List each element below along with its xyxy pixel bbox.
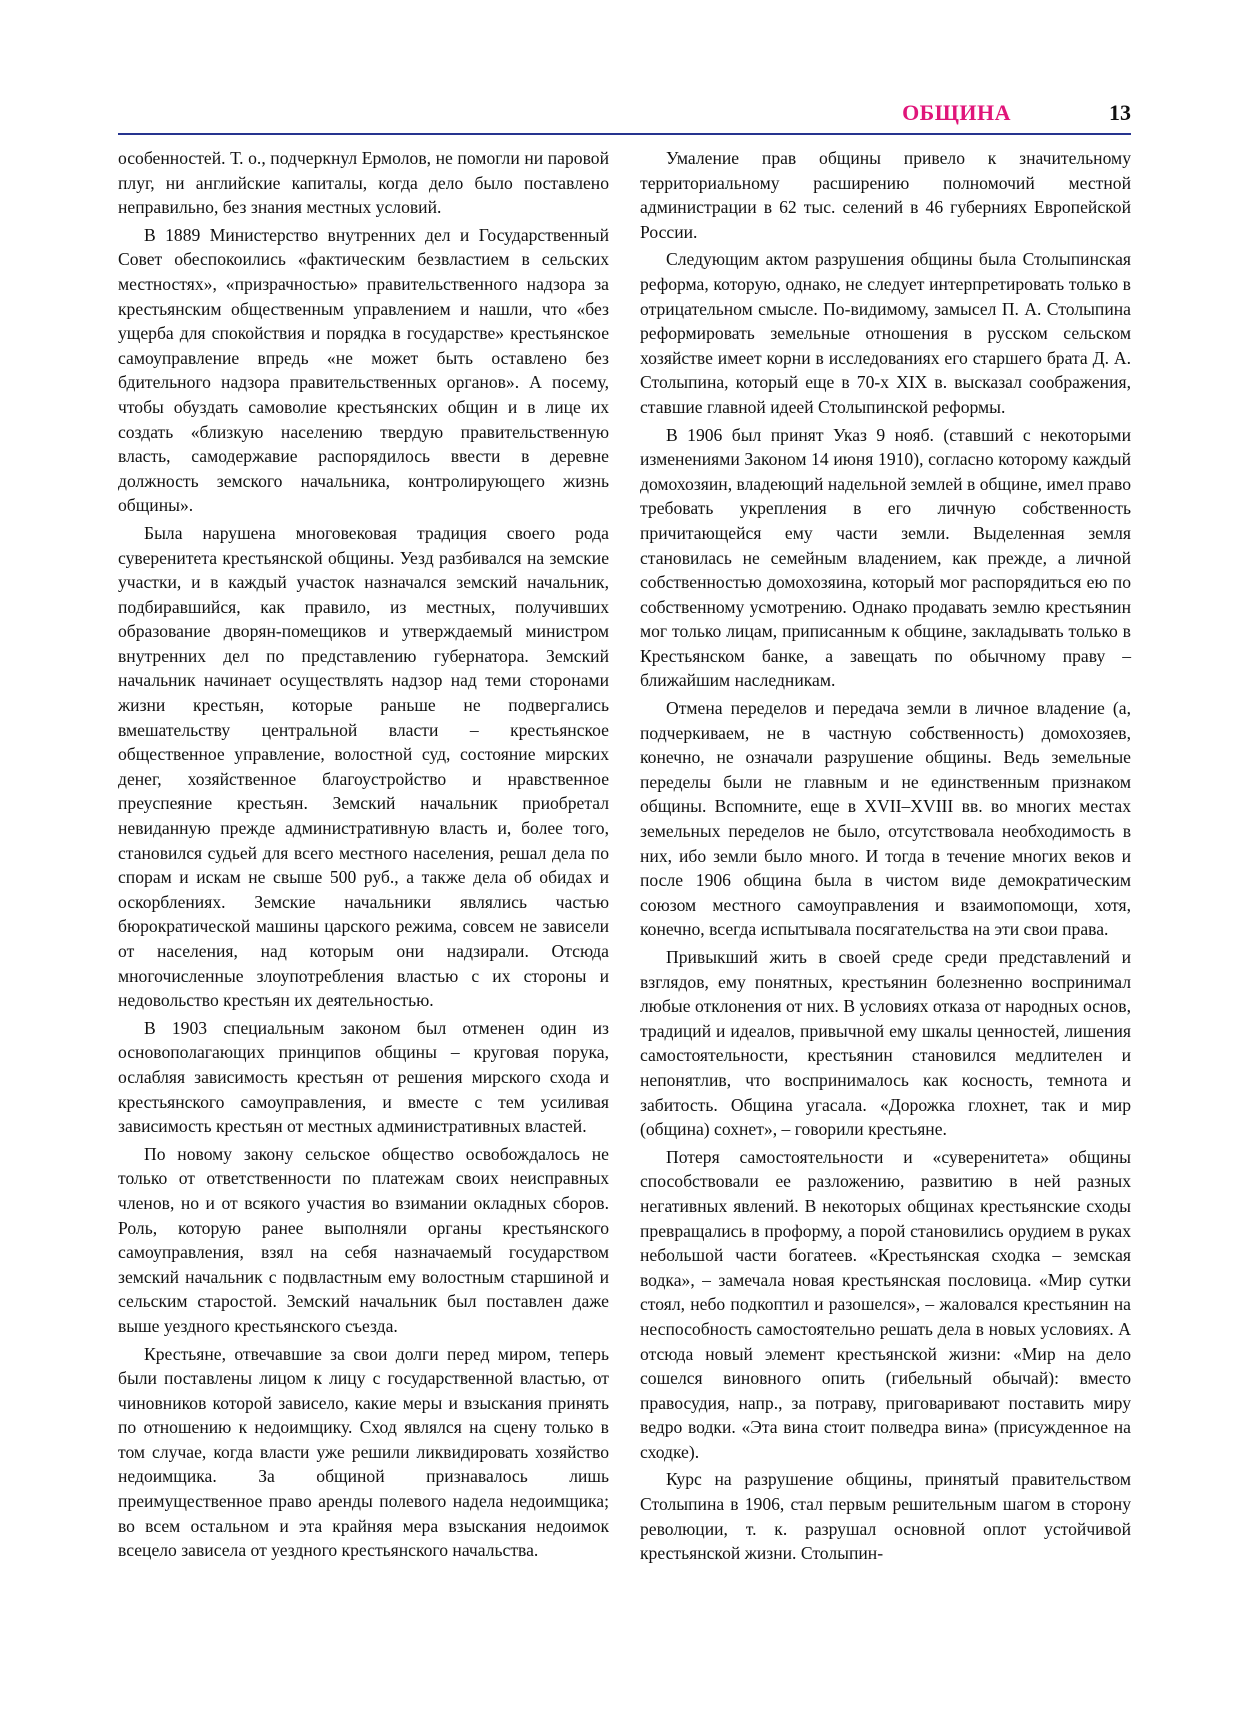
header-rule bbox=[118, 133, 1131, 135]
paragraph: По новому закону сельское общество освобождалось не только от ответственности по платежам своих неисправных членов, но и от всякого участия во взимании окладных сборов. Роль, которую ранее выполняли органы крестьянского самоуправления, взял на себя назначаемый государством земский начальник с подвластным ему волостным старшиной и сельским старостой. Земский начальник был поставлен даже выше уездного крестьянского съезда. bbox=[118, 1143, 609, 1336]
page-number: 13 bbox=[1109, 100, 1131, 125]
paragraph: В 1889 Министерство внутренних дел и Государственный Совет обеспокоились «фактическим безвластием в сельских местностях», «призрачностью» правительственного надзора за крестьянским общественным управлением и нашли, что «без ущерба для спокойствия и порядка в государстве» крестьянское самоуправление впредь «не может быть оставлено без бдительного надзора правительственных органов». А посему, чтобы обуздать самоволие крестьянских общин и в лице их создать «близкую населению твердую правительственную власть, самодержавие распорядилось ввести в деревне должность земского начальника, контролирующего жизнь общины». bbox=[118, 224, 609, 516]
paragraph: Курс на разрушение общины, принятый правительством Столыпина в 1906, стал первым решительным шагом в сторону революции, т. к. разрушал основной оплот устойчивой крестьянской жизни. Столыпин- bbox=[640, 1469, 1131, 1564]
right-column bbox=[640, 146, 1131, 1569]
paragraph: В 1906 был принят Указ 9 нояб. (ставший с некоторыми изменениями Законом 14 июня 1910), согласно которому каждый домохозяин, владеющий надельной землей в общине, имел право требовать укрепления в его личную собственность причитающейся ему части земли. Выделенная земля становилась не семейным владением, как прежде, а личной собственностью домохозяина, который мог распорядиться ею по собственному усмотрению. Однако продавать землю крестьянин мог только лицам, приписанным к общине, закладывать только в Крестьянском банке, а завещать по обычному праву – ближайшим наследникам. bbox=[640, 424, 1131, 691]
running-head: ОБЩИНА bbox=[902, 100, 1011, 125]
paragraph: особенностей. Т. о., подчеркнул Ермолов, не помогли ни паровой плуг, ни английские капиталы, когда дело было поставлено неправильно, без знания местных условий. bbox=[118, 148, 609, 218]
paragraph: Умаление прав общины привело к значительному территориальному расширению полномочий местной администрации в 62 тыс. селений в 46 губерниях Европейской России. bbox=[640, 148, 1131, 242]
paragraph: Крестьяне, отвечавшие за свои долги перед миром, теперь были поставлены лицом к лицу с государственной властью, от чиновников которой зависело, какие меры и взыскания принять по отношению к недоимщику. Сход являлся на сцену только в том случае, когда власти уже решили ликвидировать хозяйство недоимщика. За общиной признавалось лишь преимущественное право аренды полевого надела недоимщика; во всем остальном и эта крайняя мера взыскания недоимок всецело зависела от уездного крестьянского начальства. bbox=[118, 1343, 609, 1561]
paragraph: Привыкший жить в своей среде среди представлений и взглядов, ему понятных, крестьянин болезненно воспринимал любые отклонения от них. В условиях отказа от народных основ, традиций и идеалов, привычной ему шкалы ценностей, лишения самостоятельности, крестьянин становился медлителен и непонятлив, что воспринималось как косность, темнота и забитость. Община угасала. «Дорожка глохнет, так и мир (община) сохнет», – говорили крестьяне. bbox=[640, 947, 1131, 1140]
page-header bbox=[118, 96, 1131, 132]
paragraph: Следующим актом разрушения общины была Столыпинская реформа, которую, однако, не следует интерпретировать только в отрицательном смысле. По-видимому, замысел П. А. Столыпина реформировать земельные отношения в русском сельском хозяйстве имеет корни в исследованиях его старшего брата Д. А. Столыпина, который еще в 70-х XIX в. высказал соображения, ставшие главной идеей Столыпинской реформы. bbox=[640, 249, 1131, 417]
paragraph: Была нарушена многовековая традиция своего рода суверенитета крестьянской общины. Уезд разбивался на земские участки, и в каждый участок назначался земский начальник, подбиравшийся, как правило, из местных, получивших образование дворян-помещиков и утверждаемый министром внутренних дел по представлению губернатора. Земский начальник начинает осуществлять надзор над теми сторонами жизни крестьян, которые раньше не подвергались вмешательству центральной власти – крестьянское общественное управление, волостной суд, состояние мирских денег, хозяйственное благоустройство и нравственное преуспеяние крестьян. Земский начальник приобретал невиданную прежде административную власть и, более того, становился судьей для всего местного населения, решал дела по спорам и искам не свыше 500 руб., а также дела об обидах и оскорблениях. Земские начальники являлись частью бюрократической машины царского режима, совсем не зависели от населения, над которым они надзирали. Отсюда многочисленные злоупотребления властью с их стороны и недовольство крестьян их деятельностью. bbox=[118, 522, 609, 1011]
left-column bbox=[118, 146, 609, 1566]
paragraph: Потеря самостоятельности и «суверенитета» общины способствовали ее разложению, развитию в ней разных негативных явлений. В некоторых общинах крестьянские сходы превращались в проформу, а порой становились орудием в руках небольшой части богатеев. «Крестьянская сходка – земская водка», – замечала новая крестьянская пословица. «Мир сутки стоял, небо подкоптил и разошелся», – жаловался крестьянин на неспособность самостоятельно решать дела в новых условиях. А отсюда новый элемент крестьянской жизни: «Мир на дело сошелся виновного опить (гибельный обычай): вместо правосудия, напр., за потраву, приговаривают поставить миру ведро водки. «Эта вина стоит полведра вина» (присужденное на сходке). bbox=[640, 1146, 1131, 1462]
paragraph: Отмена переделов и передача земли в личное владение (а, подчеркиваем, не в частную собственность) домохозяев, конечно, не означали разрушение общины. Ведь земельные переделы были не главным и не единственным признаком общины. Вспомните, еще в XVII–XVIII вв. во многих местах земельных переделов не было, отсутствовала необходимость в них, ибо земли было много. И тогда в течение многих веков и после 1906 община была в чистом виде демократическим союзом местного самоуправления и взаимопомощи, хотя, конечно, всегда испытывала посягательства на эти свои права. bbox=[640, 698, 1131, 940]
paragraph: В 1903 специальным законом был отменен один из основополагающих принципов общины – круговая порука, ослабляя зависимость крестьян от решения мирского схода и крестьянского самоуправления, и вместе с тем усиливая зависимость крестьян от местных административных властей. bbox=[118, 1017, 609, 1137]
